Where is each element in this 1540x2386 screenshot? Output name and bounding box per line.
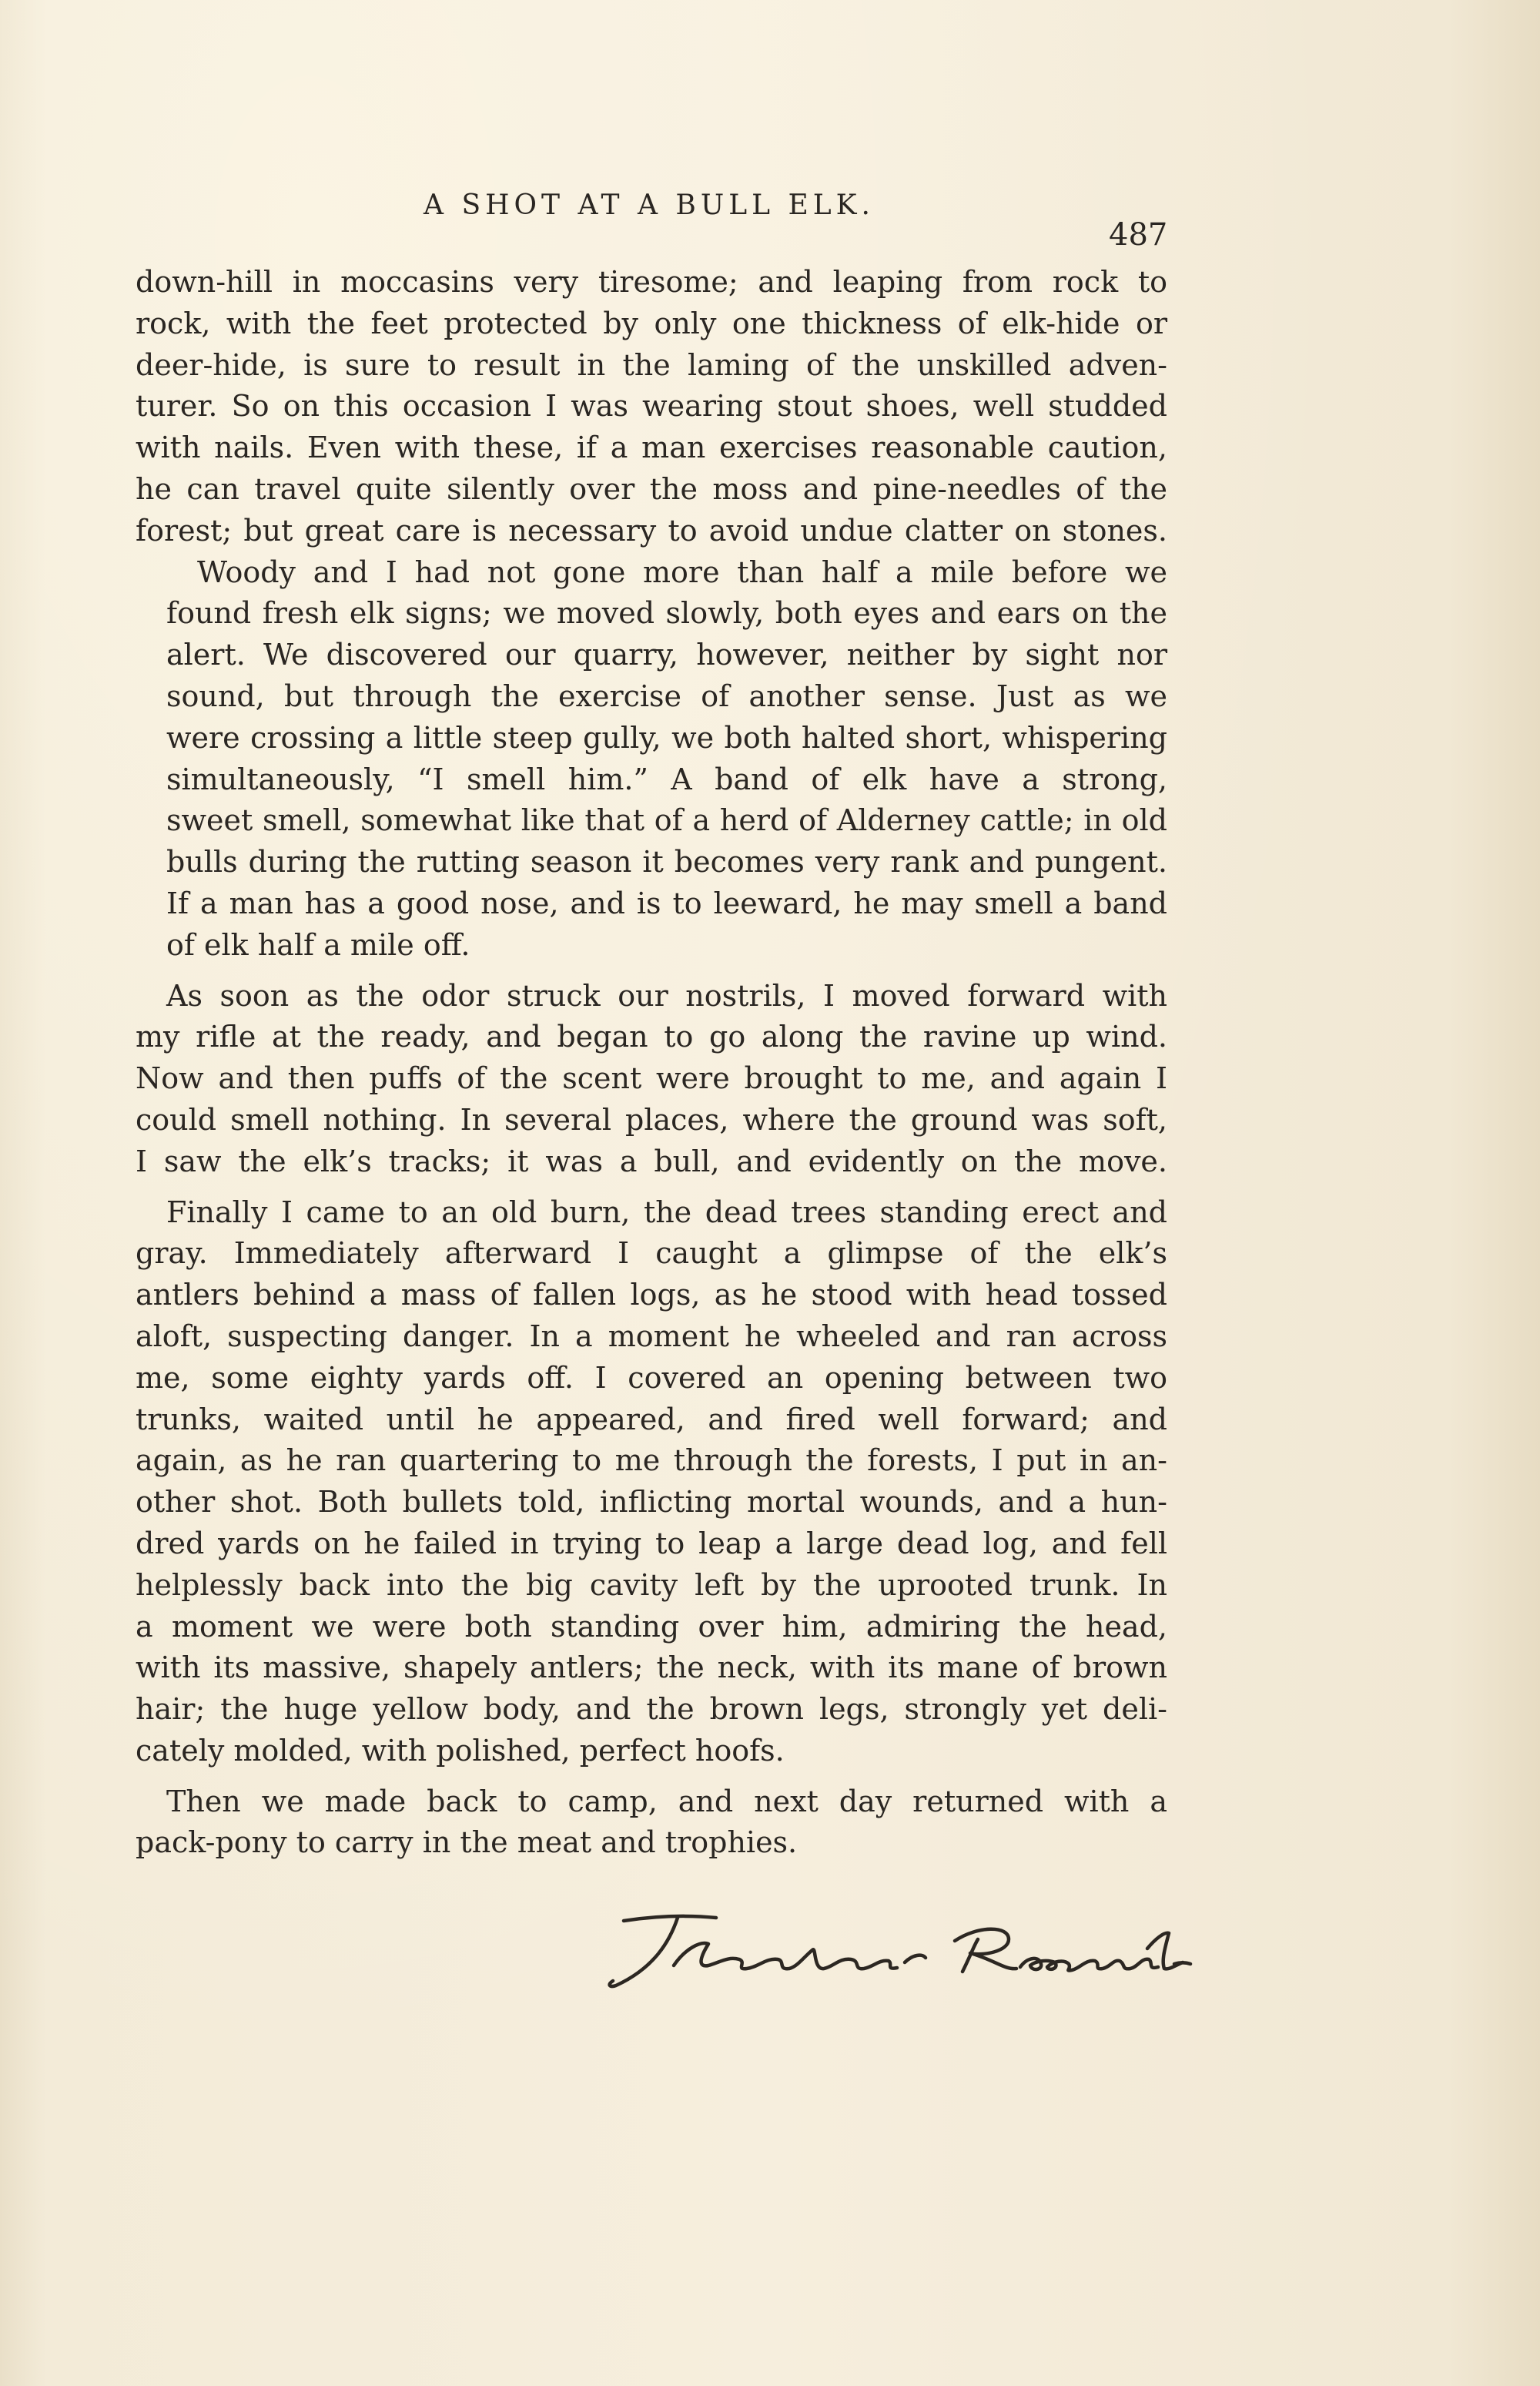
text-line: rock, with the feet protected by only one thickness of elk-hide or [136, 306, 1167, 340]
text-line: a moment we were both standing over him, admiring the head, [136, 1609, 1167, 1644]
text-line: of elk half a mile off. [166, 927, 470, 962]
text-line: aloft, suspecting danger. In a moment he wheeled and ran across [136, 1319, 1167, 1353]
text-line: forest; but great care is necessary to avoid undue clatter on stones. [136, 513, 1167, 548]
text-line: again, as he ran quartering to me through the forests, I put in an- [136, 1443, 1167, 1478]
paragraph-3 [136, 976, 1167, 1183]
text-line: sweet smell, somewhat like that of a herd of Alderney cattle; in old [166, 803, 1167, 838]
text-line: hair; the huge yellow body, and the brown legs, strongly yet deli- [136, 1692, 1167, 1727]
handwritten-signature [593, 1895, 1194, 2002]
text-line: turer. So on this occasion I was wearing stout shoes, well studded [136, 389, 1167, 424]
text-line: bulls during the rutting season it becomes very rank and pungent. [166, 845, 1167, 880]
running-title: A SHOT AT A BULL ELK. [424, 189, 875, 221]
text-line: If a man has a good nose, and is to leeward, he may smell a band [166, 886, 1167, 920]
text-line: trunks, waited until he appeared, and fired well forward; and [136, 1402, 1167, 1436]
text-line: were crossing a little steep gully, we both halted short, whispering [166, 720, 1167, 755]
text-line: simultaneously, “I smell him.” A band of elk have a strong, [166, 762, 1167, 796]
text-line: with its massive, shapely antlers; the neck, with its mane of brown [136, 1650, 1167, 1685]
text-line: I saw the elk’s tracks; it was a bull, and evidently on the move. [136, 1144, 1167, 1178]
text-line: Now and then puffs of the scent were brought to me, and again I [136, 1061, 1167, 1096]
text-line: As soon as the odor struck our nostrils, I moved forward with [166, 978, 1167, 1013]
text-line: alert. We discovered our quarry, however, neither by sight nor [166, 638, 1167, 672]
text-line: dred yards on he failed in trying to leap a large dead log, and fell [136, 1526, 1167, 1560]
text-line: helplessly back into the big cavity left by the uprooted trunk. In [136, 1567, 1167, 1602]
text-line: down-hill in moccasins very tiresome; and leaping from rock to [136, 265, 1167, 299]
text-line: Woody and I had not gone more than half a mile before we [197, 555, 1167, 589]
text-line: sound, but through the exercise of another sense. Just as we [166, 679, 1167, 713]
text-line: found fresh elk signs; we moved slowly, both eyes and ears on the [166, 596, 1167, 631]
text-line: other shot. Both bullets told, inflicting mortal wounds, and a hun- [136, 1485, 1167, 1520]
paragraph-4 [136, 1192, 1167, 1772]
text-line: he can travel quite silently over the moss and pine-needles of the [136, 471, 1167, 506]
paragraph-2 [136, 552, 1167, 967]
text-line: cately molded, with polished, perfect hoofs. [136, 1733, 785, 1768]
body-text [136, 262, 1167, 1864]
text-line: with nails. Even with these, if a man exercises reasonable caution, [136, 431, 1167, 465]
text-line: pack-pony to carry in the meat and trophies. [136, 1825, 798, 1860]
text-line: my rifle at the ready, and began to go along the ravine up wind. [136, 1020, 1167, 1054]
paragraph-1 [136, 262, 1167, 552]
text-line: deer-hide, is sure to result in the laming of the unskilled adven- [136, 347, 1167, 382]
text-line: me, some eighty yards off. I covered an opening between two [136, 1360, 1167, 1395]
text-line: Finally I came to an old burn, the dead trees standing erect and [166, 1195, 1167, 1229]
page-number: 487 [1109, 217, 1168, 253]
text-line: Then we made back to camp, and next day returned with a [166, 1784, 1167, 1818]
text-line: could smell nothing. In several places, where the ground was soft, [136, 1102, 1167, 1137]
text-line: gray. Immediately afterward I caught a glimpse of the elk’s [136, 1236, 1167, 1271]
paragraph-5 [136, 1781, 1167, 1865]
text-line: antlers behind a mass of fallen logs, as he stood with head tossed [136, 1278, 1167, 1312]
